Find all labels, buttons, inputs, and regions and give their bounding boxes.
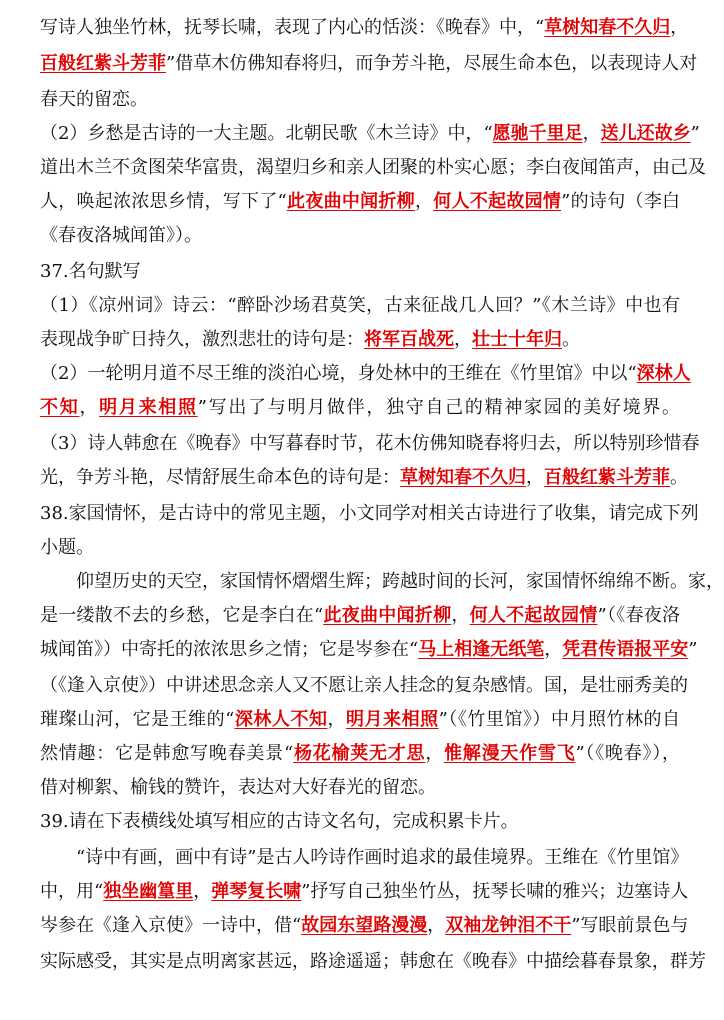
answer-text: 不知 [40, 397, 80, 418]
text-line [40, 220, 680, 252]
body-text: ， [526, 467, 544, 488]
body-text: ， [451, 605, 470, 626]
body-text: ， [425, 743, 445, 764]
body-text: 人，唤起浓浓思乡情，写下了“ [40, 191, 287, 212]
text-line [40, 600, 680, 632]
body-text: 39.请在下表横线处填写相应的古诗文名句，完成积累卡片。 [40, 811, 519, 832]
body-text: 37.名句默写 [40, 261, 141, 282]
answer-text: 独坐幽篁里 [103, 881, 194, 902]
text-line [40, 462, 688, 494]
body-text: ， [544, 639, 563, 660]
text-line [40, 634, 698, 666]
body-text: ” [688, 639, 698, 660]
body-text: ” [690, 123, 700, 144]
body-text: 春天的留恋。 [40, 89, 148, 110]
body-text: ， [327, 709, 347, 730]
answer-text: 弹琴复长啸 [211, 881, 302, 902]
text-line [40, 12, 689, 44]
body-text: （2）乡愁是古诗的一大主题。北朝民歌《木兰诗》中，“ [40, 123, 493, 144]
body-text: ”（《春夜洛 [597, 605, 681, 626]
body-text: 仰望历史的天空，家国情怀熠熠生辉；跨越时间的长河，家国情怀绵绵不断。家， [76, 571, 724, 592]
body-text: 表现战争旷日持久，激烈悲壮的诗句是： [40, 329, 364, 350]
answer-text: 将军百战死 [364, 329, 454, 350]
body-text: 。 [562, 329, 580, 350]
body-text: ， [670, 17, 689, 38]
text-line [40, 946, 706, 978]
body-text: ”借草木仿佛知春将归，而争芳斗艳，尽展生命本色，以表现诗人对 [166, 53, 698, 74]
body-text: （2）一轮明月道不尽王维的淡泊心境，身处林中的王维在《竹里馆》中以“ [40, 363, 637, 384]
answer-text: 此夜曲中闻折柳 [286, 191, 415, 212]
body-text: ， [582, 123, 601, 144]
answer-text: 故园东望路漫漫 [301, 915, 428, 936]
body-text: 38.家国情怀，是古诗中的常见主题，小文同学对相关古诗进行了收集，请完成下列 [40, 503, 699, 524]
body-text: ”写出了与明月做伴，独守自己的精神家园的美好境界。 [197, 397, 681, 418]
body-text: 道出木兰不贪图荣华富贵，渴望归乡和亲人团聚的朴实心愿；李白夜闻笛声，由己及 [40, 157, 706, 178]
text-line [40, 84, 680, 116]
body-text: ”写眼前景色与 [571, 915, 689, 936]
text-line [40, 290, 680, 322]
body-text: 岑参在《逢入京使》一诗中，借“ [40, 915, 302, 936]
text-line [40, 738, 680, 770]
body-text: （《逢入京使》）中讲述思念亲人又不愿让亲人挂念的复杂感情。国，是壮丽秀美的 [40, 675, 688, 696]
body-text: 。 [670, 467, 688, 488]
text-line [40, 532, 680, 564]
body-text: 中，用“ [40, 881, 104, 902]
body-text: “诗中有画，画中有诗”是古人吟诗作画时追求的最佳境界。王维在《竹里馆》 [76, 847, 689, 868]
answer-text: 此夜曲中闻折柳 [323, 605, 452, 626]
body-text: （3）诗人韩愈在《晚春》中写暮春时节，花木仿佛知晓春将归去，所以特别珍惜春 [40, 433, 700, 454]
text-line [76, 842, 689, 874]
answer-text: 何人不起故园情 [469, 605, 598, 626]
answer-text: 明月来相照 [346, 709, 439, 730]
body-text: 借对柳絮、榆钱的赞许，表达对大好春光的留恋。 [40, 777, 436, 798]
text-line [40, 910, 689, 942]
answer-text: 明月来相照 [99, 397, 198, 418]
body-text: 写诗人独坐竹林，抚琴长啸，表现了内心的恬淡：《晚春》中，“ [40, 17, 545, 38]
answer-text: 壮士十年归 [472, 329, 562, 350]
text-line [76, 566, 724, 598]
body-text: ”（《晚春》）， [575, 743, 681, 764]
body-text: ， [414, 191, 434, 212]
answer-text: 百般红紫斗芳菲 [544, 467, 670, 488]
body-text: ”抒写自己独坐竹丛，抚琴长啸的雅兴；边塞诗人 [301, 881, 689, 902]
answer-text: 草树知春不久归 [400, 467, 526, 488]
text-line [40, 498, 699, 530]
body-text: （1）《凉州词》诗云：“醉卧沙场君莫笑，古来征战几人回？”《木兰诗》中也有 [40, 295, 680, 316]
answer-text: 凭君传语报平安 [562, 639, 689, 660]
answer-text: 何人不起故园情 [433, 191, 562, 212]
text-line [40, 876, 689, 908]
body-text: ， [454, 329, 472, 350]
text-line [40, 704, 680, 736]
answer-text: 草树知春不久归 [544, 17, 671, 38]
answer-text: 杨花榆荚无才思 [293, 743, 426, 764]
answer-text: 愿驰千里足 [492, 123, 583, 144]
body-text: ， [427, 915, 446, 936]
body-text: 光，争芳斗艳，尽情舒展生命本色的诗句是： [40, 467, 400, 488]
answer-text: 马上相逢无纸笔 [418, 639, 545, 660]
answer-text: 送儿还故乡 [600, 123, 691, 144]
text-line [40, 670, 688, 702]
body-text: 城闻笛》）中寄托的浓浓思乡之情；它是岑参在“ [40, 639, 419, 660]
text-line [40, 186, 680, 218]
body-text: 小题。 [40, 537, 94, 558]
text-line [40, 358, 691, 390]
body-text: ”的诗句（李白 [561, 191, 681, 212]
body-text: 然情趣：它是韩愈写晚春美景“ [40, 743, 294, 764]
body-text: ”（《竹里馆》）中月照竹林的自 [438, 709, 681, 730]
answer-text: 惟解漫天作雪飞 [444, 743, 576, 764]
body-text: 实际感受，其实是点明离家甚远，路途遥遥；韩愈在《晚春》中描绘暮春景象，群芳 [40, 951, 706, 972]
text-line [40, 806, 680, 838]
body-text: 《春夜洛城闻笛》）。 [40, 225, 202, 246]
text-line [40, 428, 700, 460]
text-line [40, 152, 706, 184]
text-line [40, 48, 698, 80]
body-text: ， [193, 881, 212, 902]
text-line [40, 324, 680, 356]
answer-text: 百般红紫斗芳菲 [40, 53, 166, 74]
text-line [40, 392, 680, 424]
answer-text: 深林人 [636, 363, 691, 384]
body-text: 璀璨山河，它是王维的“ [40, 709, 235, 730]
body-text: ， [79, 397, 100, 418]
text-line [40, 118, 700, 150]
answer-text: 深林人不知 [234, 709, 328, 730]
answer-text: 双袖龙钟泪不干 [445, 915, 572, 936]
text-line [40, 256, 680, 288]
text-line [40, 772, 680, 804]
body-text: 是一缕散不去的乡愁，它是李白在“ [40, 605, 324, 626]
